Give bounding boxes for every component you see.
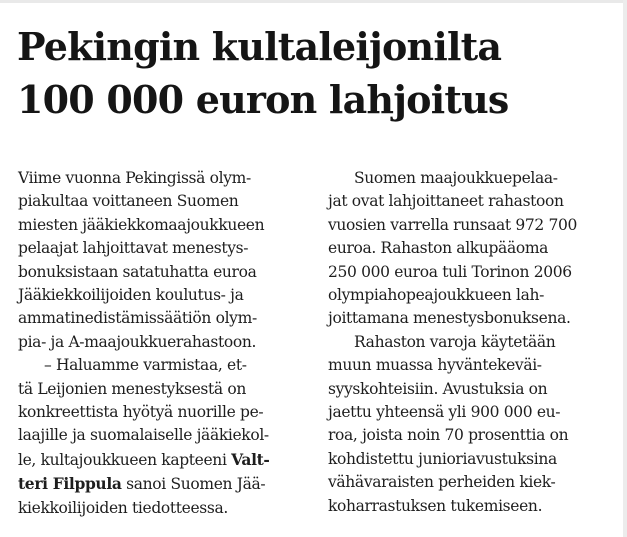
body-line — [18, 472, 310, 496]
body-line: kohdistettu junioriavustuksina — [328, 449, 557, 468]
body-line: euroa. Rahaston alkupääoma — [328, 239, 549, 258]
body-line: bonuksistaan satatuhatta euroa — [18, 262, 257, 281]
article-column-left — [18, 167, 310, 520]
article-headline — [17, 20, 617, 126]
article-column-right — [328, 167, 618, 518]
headline-line: 100 000 euron lahjoitus — [17, 77, 509, 122]
body-line: pia- ja A-maajoukkuerahastoon. — [18, 332, 257, 351]
body-text: sanoi Suomen Jää- — [121, 475, 266, 494]
body-line: olympiahopeajoukkueen lah- — [328, 286, 544, 305]
person-name-part: Valt- — [231, 449, 270, 469]
body-line: kiekkoilijoiden tiedotteessa. — [18, 498, 228, 517]
body-line: 250 000 euroa tuli Torinon 2006 — [328, 262, 572, 281]
body-line: jaettu yhteensä yli 900 000 eu- — [328, 403, 561, 422]
body-line: Suomen maajoukkuepelaa- — [354, 169, 558, 187]
scan-edge-right — [623, 0, 627, 537]
body-line: jat ovat lahjoittaneet rahastoon — [328, 192, 564, 211]
body-line: joittamana menestysbonuksena. — [328, 309, 571, 328]
body-line: vähävaraisten perheiden kiek- — [328, 473, 556, 492]
body-line — [18, 448, 310, 472]
body-line: Viime vuonna Pekingissä olym- — [18, 169, 251, 187]
person-name-part: teri Filppula — [18, 474, 122, 494]
body-line: Rahaston varoja käytetään — [354, 332, 556, 351]
body-line: tä Leijonien menestyksestä on — [18, 379, 246, 398]
body-line: syyskohteisiin. Avustuksia on — [328, 379, 548, 398]
body-line: piakultaa voittaneen Suomen — [18, 192, 239, 211]
body-line: pelaajat lahjoittavat menestys- — [18, 239, 249, 258]
body-line: laajille ja suomalaiselle jääkiekol- — [18, 426, 269, 445]
body-line: konkreettista hyötyä nuorille pe- — [18, 403, 264, 422]
scan-edge-top — [0, 0, 627, 3]
body-text: le, kultajoukkueen kapteeni — [18, 450, 232, 469]
body-line: koharrastuksen tukemiseen. — [328, 496, 543, 515]
body-line: vuosien varrella runsaat 972 700 — [328, 215, 578, 234]
headline-line: Pekingin kultaleijonilta — [17, 24, 502, 69]
body-line: roa, joista noin 70 prosenttia on — [328, 426, 569, 445]
body-line: – Haluamme varmistaa, et- — [44, 356, 247, 375]
body-line: muun muassa hyväntekeväi- — [328, 356, 542, 375]
body-line: Jääkiekkoilijoiden koulutus- ja — [18, 286, 244, 305]
body-line: miesten jääkiekkomaajoukkueen — [18, 215, 265, 234]
body-line: ammatinedistämissäätiön olym- — [18, 309, 257, 328]
